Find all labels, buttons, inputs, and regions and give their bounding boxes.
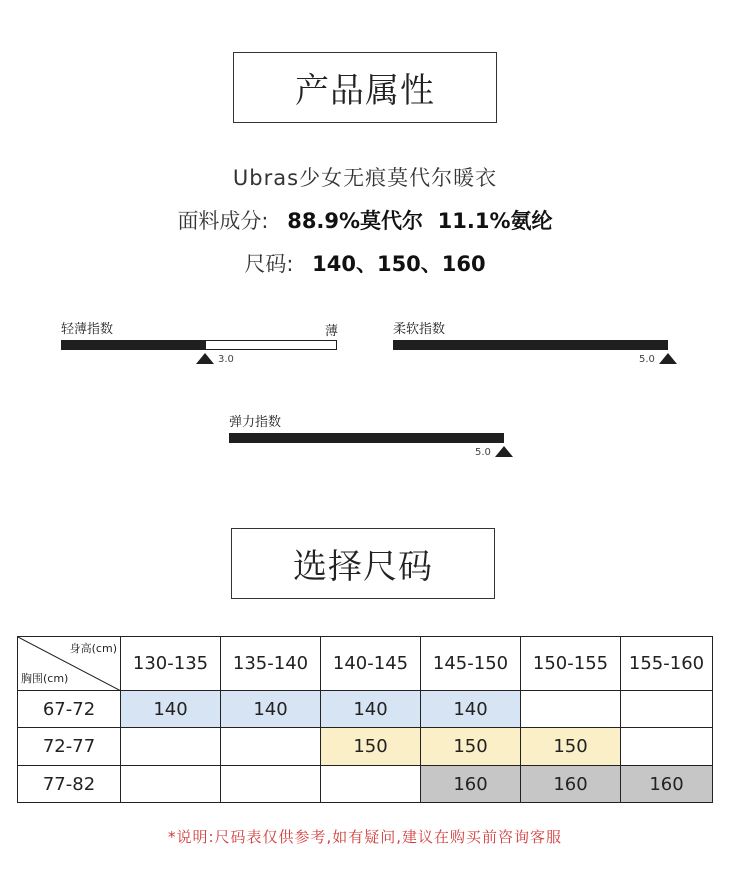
meter-thinness-fill xyxy=(61,340,206,350)
meter-elasticity-label: 弹力指数 xyxy=(229,415,282,430)
section-title-size-text: 选择尺码 xyxy=(293,547,433,587)
chest-range-cell: 72-77 xyxy=(18,728,121,766)
section-title-attributes-text: 产品属性 xyxy=(295,71,435,111)
size-cell xyxy=(121,766,221,803)
size-cell xyxy=(121,728,221,766)
size-cell xyxy=(221,766,321,803)
chest-range-cell: 67-72 xyxy=(18,691,121,728)
header-height-cell: 145-150 xyxy=(421,637,521,691)
size-cell: 140 xyxy=(221,691,321,728)
size-cell: 140 xyxy=(121,691,221,728)
header-height-cell: 140-145 xyxy=(321,637,421,691)
size-cell xyxy=(521,691,621,728)
meter-softness xyxy=(393,318,693,368)
product-name: Ubras少女无痕莫代尔暖衣 xyxy=(232,166,498,190)
meter-thinness xyxy=(61,318,351,368)
size-cell: 160 xyxy=(521,766,621,803)
size-label: 尺码: xyxy=(244,252,294,276)
size-cell xyxy=(321,766,421,803)
size-cell xyxy=(621,691,713,728)
table-corner-cell xyxy=(18,637,121,691)
corner-height-label: 身高(cm) xyxy=(69,642,117,655)
meter-elasticity-value: 5.0 xyxy=(475,447,491,458)
corner-chest-label: 胸围(cm) xyxy=(21,672,69,685)
table-row xyxy=(18,728,713,766)
meter-softness-label: 柔软指数 xyxy=(393,322,446,337)
size-cell: 160 xyxy=(621,766,713,803)
size-cell: 150 xyxy=(421,728,521,766)
size-cell: 160 xyxy=(421,766,521,803)
meter-thinness-marker-icon xyxy=(196,353,214,364)
meter-thinness-end-label: 薄 xyxy=(325,324,339,339)
meter-thinness-label: 轻薄指数 xyxy=(61,322,114,337)
meter-softness-value: 5.0 xyxy=(639,354,655,365)
size-cell: 150 xyxy=(521,728,621,766)
size-cell xyxy=(221,728,321,766)
header-height-cell: 155-160 xyxy=(621,637,713,691)
meter-thinness-value: 3.0 xyxy=(218,354,234,365)
table-row xyxy=(18,691,713,728)
meter-elasticity xyxy=(229,411,529,461)
table-header-row xyxy=(18,637,713,691)
size-table xyxy=(17,636,713,803)
size-value: 140、150、160 xyxy=(312,252,486,276)
section-title-size xyxy=(231,528,495,599)
fabric-label: 面料成分: xyxy=(177,209,269,233)
meter-elasticity-fill xyxy=(229,433,504,443)
size-cell xyxy=(621,728,713,766)
fabric-value: 88.9%莫代尔 11.1%氨纶 xyxy=(287,209,553,233)
meter-elasticity-marker-icon xyxy=(495,446,513,457)
section-title-attributes xyxy=(233,52,497,123)
fabric-line xyxy=(0,205,730,235)
size-line xyxy=(0,248,730,278)
header-height-cell: 130-135 xyxy=(121,637,221,691)
size-cell: 150 xyxy=(321,728,421,766)
size-cell: 140 xyxy=(321,691,421,728)
header-height-cell: 150-155 xyxy=(521,637,621,691)
table-row xyxy=(18,766,713,803)
meter-softness-fill xyxy=(393,340,668,350)
size-cell: 140 xyxy=(421,691,521,728)
header-height-cell: 135-140 xyxy=(221,637,321,691)
size-note: *说明:尺码表仅供参考,如有疑问,建议在购买前咨询客服 xyxy=(167,828,563,846)
meter-softness-marker-icon xyxy=(659,353,677,364)
chest-range-cell: 77-82 xyxy=(18,766,121,803)
